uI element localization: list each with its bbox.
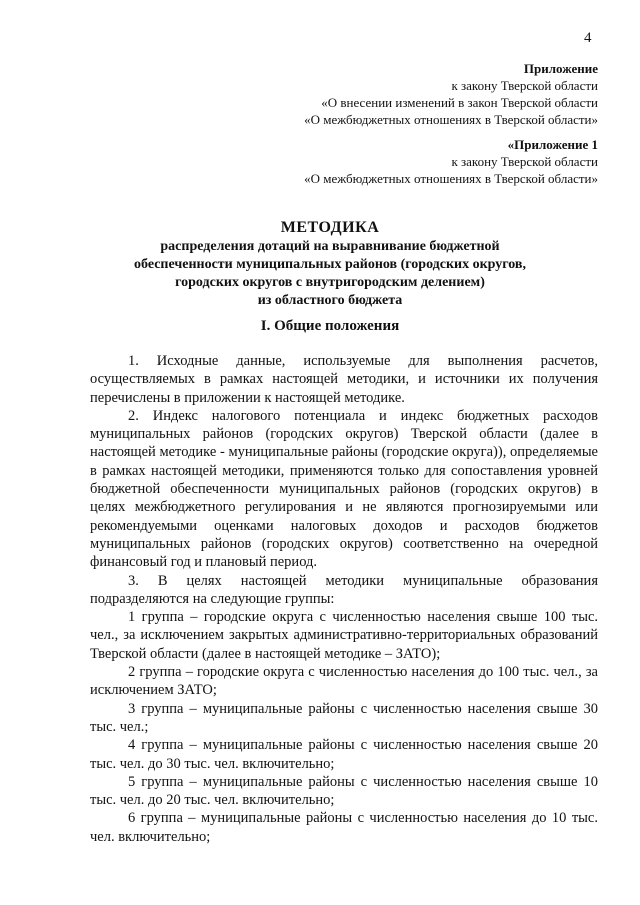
title-line: из областного бюджета	[257, 293, 403, 308]
appendix-reference-1	[304, 136, 598, 187]
title-line: распределения дотаций на выравнивание бюджетной	[160, 239, 500, 254]
paragraph: 4 группа – муниципальные районы с численностью населения свыше 20 тыс. чел. до 30 тыс. чел. включительно;	[90, 737, 598, 772]
document-body	[90, 352, 598, 846]
paragraph: 5 группа – муниципальные районы с численностью населения свыше 10 тыс. чел. до 20 тыс. чел. включительно;	[90, 773, 598, 809]
document-title	[60, 218, 600, 310]
paragraph: 6 группа – муниципальные районы с численностью населения до 10 тыс. чел. включительно;	[90, 810, 598, 845]
title-line: городских округов с внутригородским делением)	[175, 275, 485, 290]
page-number: 4	[584, 30, 592, 46]
appendix-heading: Приложение	[523, 61, 598, 76]
appendix-line: к закону Тверской области	[451, 78, 598, 93]
appendix-line: «О внесении изменений в закон Тверской области	[321, 95, 598, 110]
appendix-reference	[304, 60, 598, 128]
appendix-heading: «Приложение 1	[507, 137, 598, 152]
section-heading: I. Общие положения	[260, 318, 400, 334]
paragraph: 2. Индекс налогового потенциала и индекс бюджетных расходов муниципальных районов (городских округов) Тверской области (далее в настоящей методике - муниципальные районы (городские округа)), определяемые в рамках настоящей методики, применяются только для сопоставления уровней бюджетной обеспеченности муниципальных районов (городских округов) в целях межбюджетного регулирования и не являются прогнозируемыми или рекомендуемыми оценками налоговых доходов и расходов бюджетов муниципальных районов (городских округов) соответственно на очередной финансовый год и плановый период.	[90, 407, 598, 571]
paragraph: 3. В целях настоящей методики муниципальные образования подразделяются на следующие группы:	[90, 572, 598, 607]
paragraph: 1. Исходные данные, используемые для выполнения расчетов, осуществляемых в рамках настоящей методики, и источники их получения перечислены в приложении к настоящей методике.	[90, 353, 598, 406]
title-line: обеспеченности муниципальных районов (городских округов,	[134, 257, 526, 272]
paragraph: 1 группа – городские округа с численностью населения свыше 100 тыс. чел., за исключением закрытых административно-территориальных образований Тверской области (далее в настоящей методике – ЗАТО);	[90, 609, 598, 662]
appendix-line: к закону Тверской области	[451, 154, 598, 169]
appendix-line: «О межбюджетных отношениях в Тверской области»	[304, 171, 598, 186]
paragraph: 2 группа – городские округа с численностью населения до 100 тыс. чел., за исключением ЗАТО;	[90, 664, 598, 699]
paragraph: 3 группа – муниципальные районы с численностью населения свыше 30 тыс. чел.;	[90, 700, 598, 735]
title-main: МЕТОДИКА	[280, 219, 380, 236]
appendix-line: «О межбюджетных отношениях в Тверской области»	[304, 112, 598, 127]
